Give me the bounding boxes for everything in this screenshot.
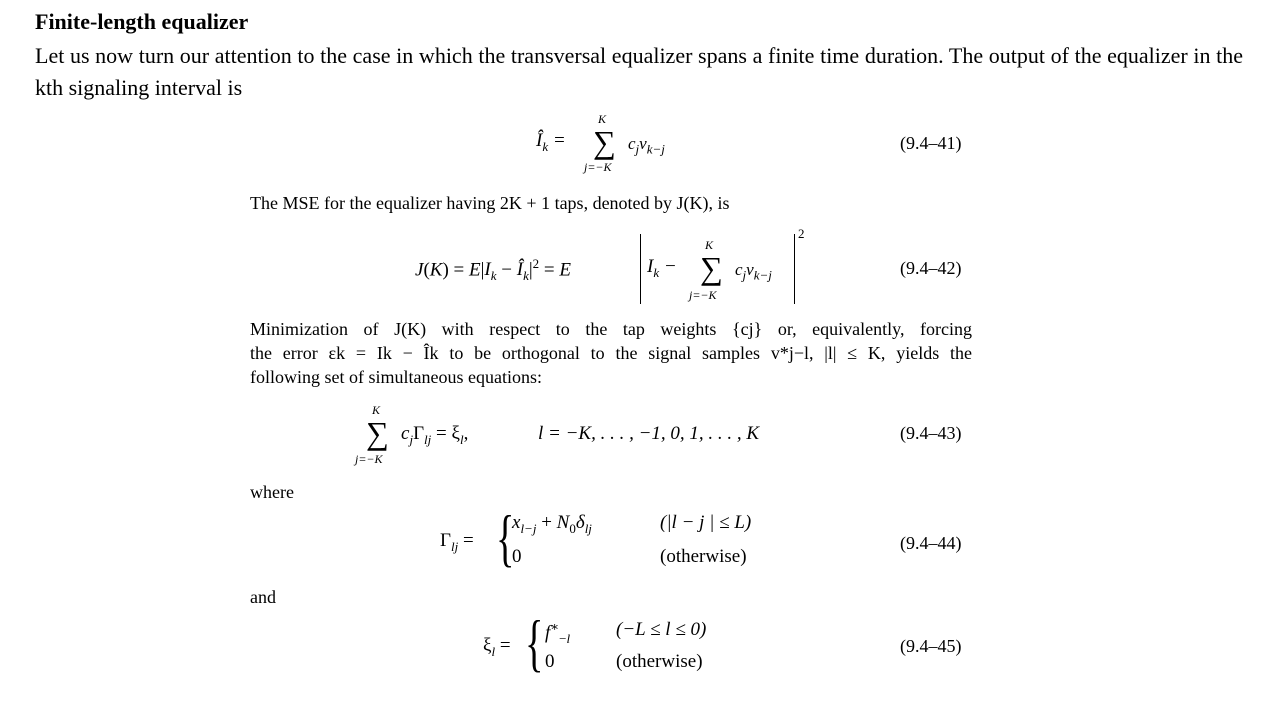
equation-9-4-42: $J(K) = E|I_k$ − $Î_k|^2 = E$ $I_k$ − K ∑ j=−K $c_jv_{k-j}$ 2	[415, 226, 805, 302]
equation-number: (9.4–41)	[900, 133, 962, 153]
equation-number: (9.4–43)	[900, 423, 962, 443]
minimization-paragraph: Minimization of J(K) with respect to the tap weights {cj} or, equivalently, forcing the error εk = Ik − Îk to be orthogonal to the signal samples v*j−l, |l| ≤ K, yields the following set of simultaneous equations:	[250, 319, 972, 387]
equation-9-4-43: K ∑ j=−K $c_j\Gamma_{lj} = \xi_l$, l = −K, . . . , −1, 0, 1, . . . , K	[355, 403, 760, 466]
and-text: and	[250, 587, 276, 607]
slide-title: Finite-length equalizer	[35, 9, 249, 34]
intro-paragraph: Let us now turn our attention to the case in which the transversal equalizer spans a finite time duration. The output of the equalizer in the kth signaling interval is	[35, 43, 1243, 100]
mse-sentence: The MSE for the equalizer having 2K + 1 taps, denoted by J(K), is	[250, 193, 730, 213]
equation-9-4-44: $\Gamma_{lj}$ = { $x_{l-j} + N_0\delta_{lj}$ 0 (|l − j | ≤ L) (otherwise)	[440, 502, 752, 573]
equation-number: (9.4–45)	[900, 636, 962, 656]
equation-number: (9.4–42)	[900, 258, 962, 278]
where-text: where	[250, 482, 294, 502]
equation-9-4-41: $Î_k$ = K ∑ j=−K $c_jv_{k-j}$	[536, 112, 665, 174]
equation-number: (9.4–44)	[900, 533, 962, 553]
equation-9-4-45: $\xi_l$ = { $f^∗_{-l}$ 0 (−L ≤ l ≤ 0) (otherwise)	[483, 607, 707, 678]
